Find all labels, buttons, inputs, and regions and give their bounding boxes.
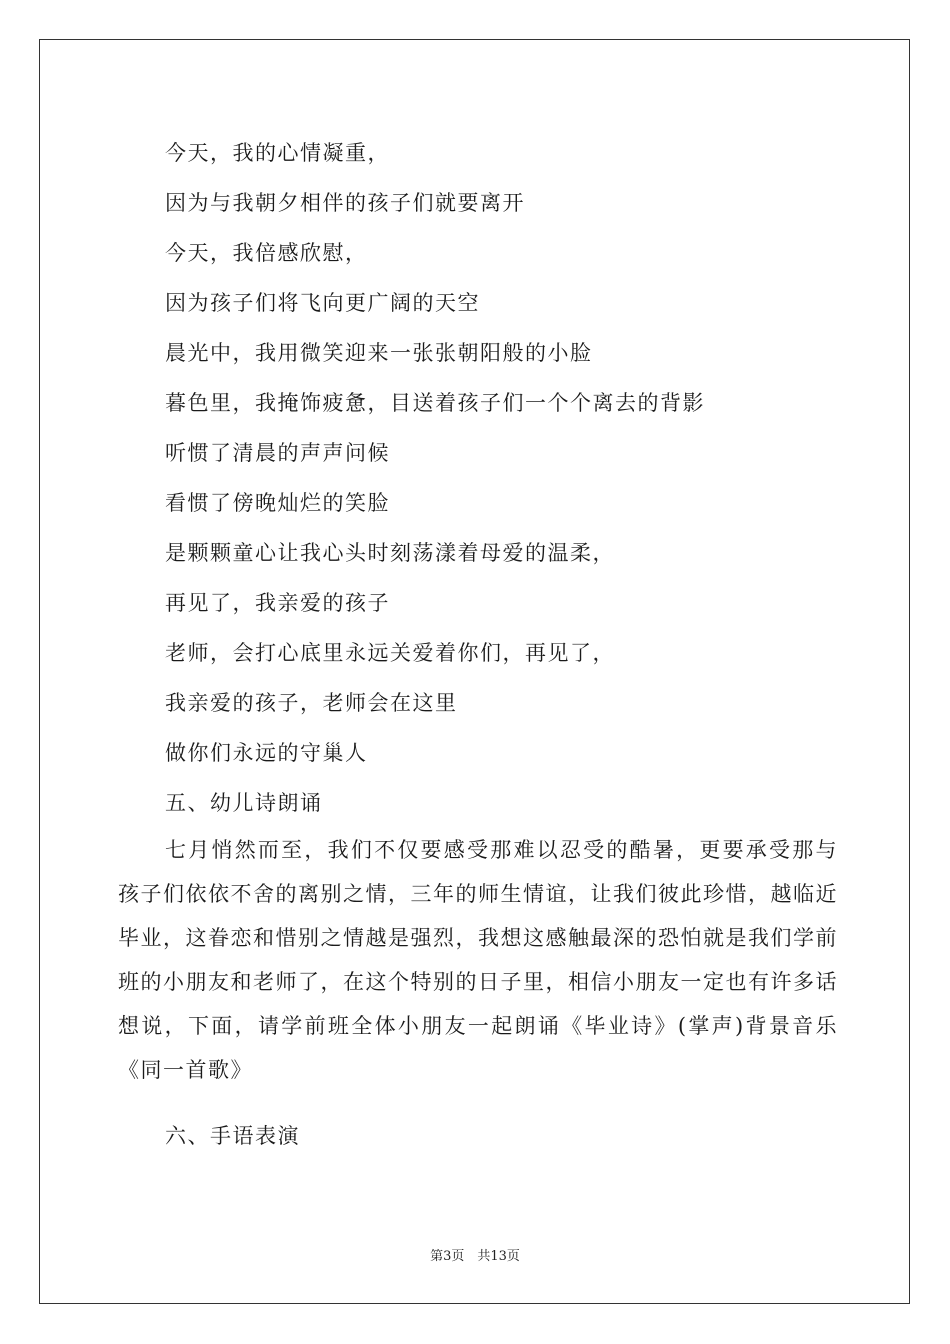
poem-line: 老师，会打心底里永远关爱着你们，再见了， bbox=[165, 641, 615, 665]
poem-block bbox=[165, 128, 845, 828]
section-six-heading: 六、手语表演 bbox=[165, 1124, 300, 1148]
poem-line: 今天，我的心情凝重， bbox=[165, 141, 390, 165]
poem-line: 做你们永远的守巢人 bbox=[165, 741, 368, 765]
poem-line: 晨光中，我用微笑迎来一张张朝阳般的小脸 bbox=[165, 341, 593, 365]
poem-line: 今天，我倍感欣慰， bbox=[165, 241, 368, 265]
poem-line: 因为孩子们将飞向更广阔的天空 bbox=[165, 291, 480, 315]
poem-line: 看惯了傍晚灿烂的笑脸 bbox=[165, 491, 390, 515]
poem-line: 我亲爱的孩子，老师会在这里 bbox=[165, 691, 458, 715]
section-five-paragraph: 七月悄然而至，我们不仅要感受那难以忍受的酷暑，更要承受那与孩子们依依不舍的离别之情，三年的师生情谊，让我们彼此珍惜，越临近毕业，这眷恋和惜别之情越是强烈，我想这感触最深的恐怕就是我们学前班的小朋友和老师了，在这个特别的日子里，相信小朋友一定也有许多话想说，下面，请学前班全体小朋友一起朗诵《毕业诗》(掌声)背景音乐《同一首歌》 bbox=[118, 838, 838, 1082]
poem-line: 因为与我朝夕相伴的孩子们就要离开 bbox=[165, 191, 525, 215]
poem-line: 是颗颗童心让我心头时刻荡漾着母爱的温柔， bbox=[165, 541, 615, 565]
section-five-heading: 五、幼儿诗朗诵 bbox=[165, 791, 323, 815]
poem-line: 暮色里，我掩饰疲惫，目送着孩子们一个个离去的背影 bbox=[165, 391, 705, 415]
poem-line: 听惯了清晨的声声问候 bbox=[165, 441, 390, 465]
poem-line: 再见了，我亲爱的孩子 bbox=[165, 591, 390, 615]
page-number-footer: 第3页 共13页 bbox=[430, 1249, 520, 1264]
